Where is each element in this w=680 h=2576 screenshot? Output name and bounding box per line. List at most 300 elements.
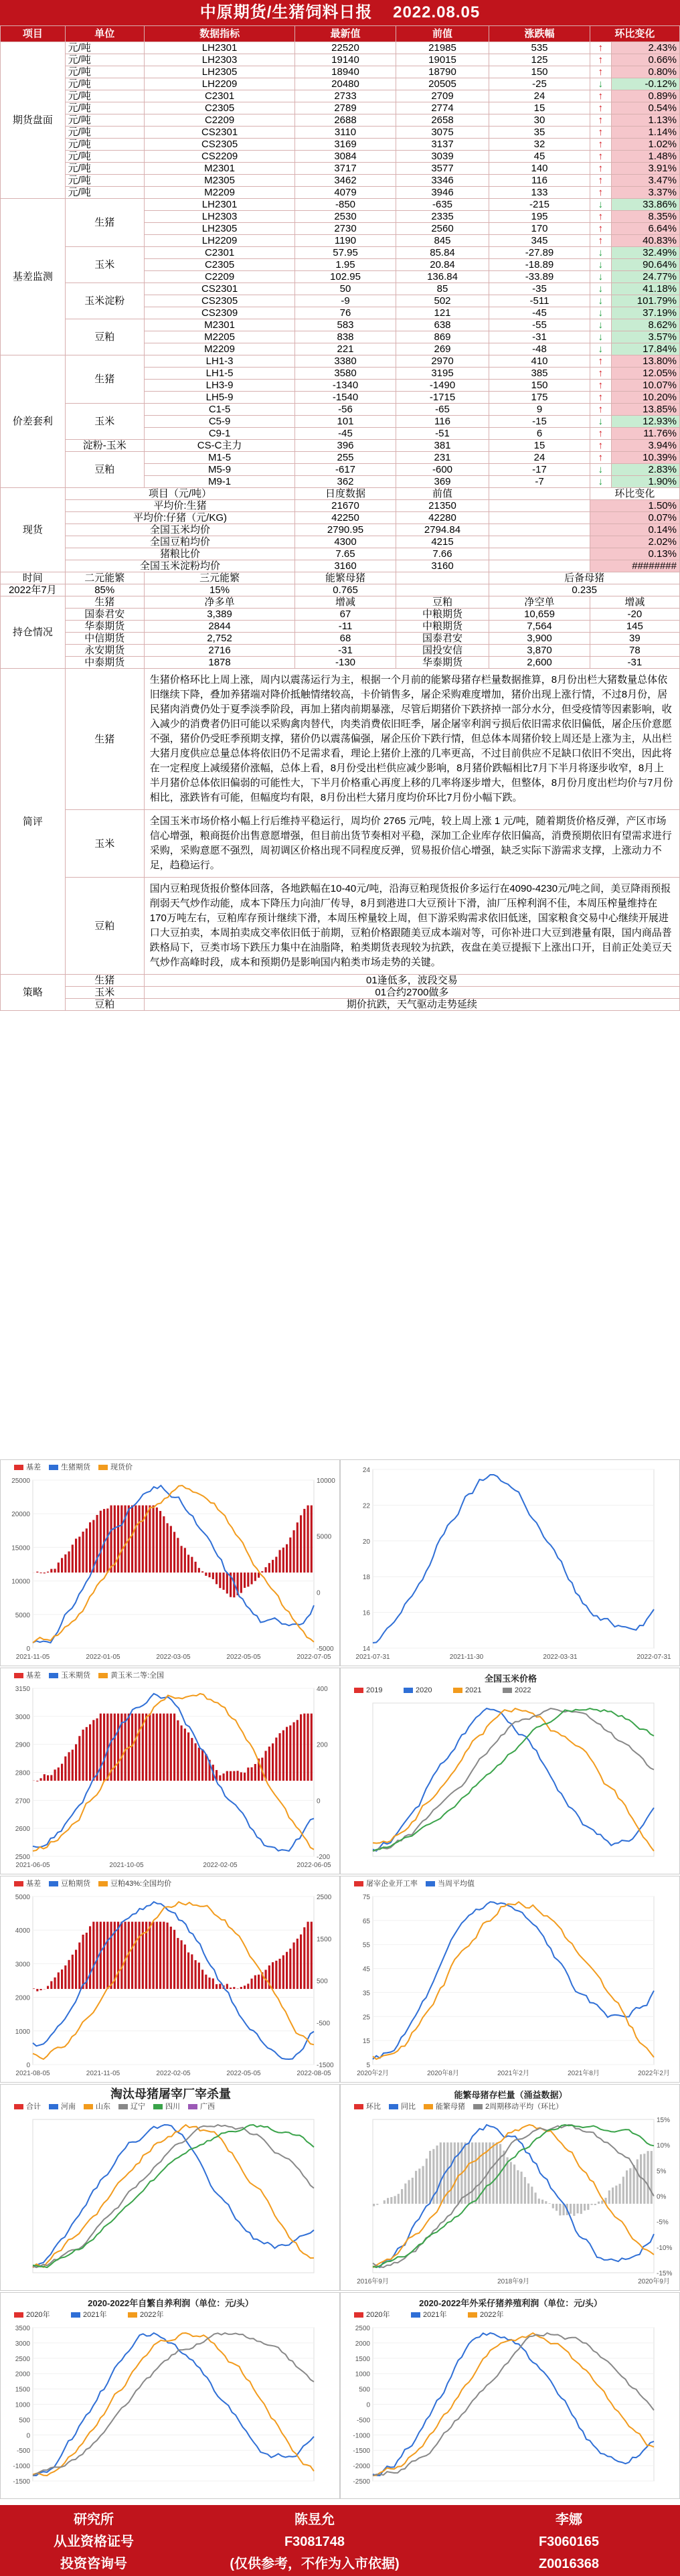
y-tick-label: -2000 [353, 2463, 370, 2471]
bar-mark [181, 1546, 183, 1573]
bar-mark [647, 2151, 649, 2204]
latest-value: 19140 [295, 54, 396, 66]
change-value: 133 [489, 187, 590, 199]
bar-mark [78, 1943, 80, 1989]
bar-mark [521, 2172, 523, 2204]
chart-svg [1, 1460, 340, 1666]
prev-value: -1715 [396, 392, 489, 404]
trend-arrow: ↓ [590, 283, 611, 295]
bar-mark [54, 1568, 56, 1573]
contract: C2209 [144, 271, 295, 283]
change-pct: 40.83% [611, 235, 679, 247]
prev-value: 85.84 [396, 247, 489, 259]
change-value: -511 [489, 295, 590, 307]
x-tick-label: 2020年8月 [427, 2070, 459, 2077]
spread-row [1, 404, 680, 416]
bar-mark [376, 2204, 378, 2205]
latest-value: 76 [295, 307, 396, 319]
latest-value: 57.95 [295, 247, 396, 259]
bar-mark [286, 1544, 288, 1573]
series-line [373, 1708, 654, 1851]
position-cell: -20 [590, 609, 679, 621]
bar-mark [201, 1571, 203, 1573]
change-pct: 24.77% [611, 271, 679, 283]
bar-mark [100, 1714, 102, 1781]
y2-tick-label: -15% [657, 2270, 673, 2277]
report-date: 2022.08.05 [393, 3, 481, 21]
trend-arrow: ↑ [590, 355, 611, 368]
latest-value: 3462 [295, 175, 396, 187]
y-tick-label: 4000 [15, 1927, 30, 1935]
bar-mark [541, 2200, 543, 2204]
strategy-row [1, 975, 680, 987]
bar-mark [608, 2190, 610, 2204]
bar-mark [237, 1771, 239, 1781]
bar-mark [58, 1767, 60, 1781]
bar-mark [159, 1714, 161, 1781]
bar-mark [601, 2200, 603, 2204]
spot-row [1, 548, 680, 560]
trend-arrow: ↓ [590, 343, 611, 355]
x-tick-label: 2022-03-05 [156, 1654, 191, 1661]
y-tick-label: 55 [362, 1941, 370, 1949]
change-pct: 1.14% [611, 127, 679, 139]
bar-mark [401, 2189, 403, 2204]
trend-arrow: ↑ [590, 139, 611, 151]
contract: C2301 [144, 90, 295, 102]
bar-mark [82, 1935, 84, 1989]
daily-value: 21670 [295, 500, 396, 512]
legend-swatch [49, 1465, 58, 1470]
y2-tick-label: 10% [657, 2142, 671, 2150]
item-name: 猪粮比价 [65, 548, 295, 560]
trend-arrow: ↓ [590, 319, 611, 331]
unit: 元/吨 [65, 163, 144, 175]
change-pct: 3.57% [611, 331, 679, 343]
bar-mark [216, 1984, 218, 1989]
daily-value: 42250 [295, 512, 396, 524]
latest-value: 2530 [295, 211, 396, 223]
legend-swatch [468, 2312, 477, 2318]
contract: M2305 [144, 175, 295, 187]
latest-value: 50 [295, 283, 396, 295]
legend-swatch [354, 1688, 363, 1693]
bar-mark [223, 1773, 225, 1781]
trend-arrow: ↓ [590, 78, 611, 90]
legend-label: 山东 [96, 2103, 110, 2111]
bar-mark [167, 1923, 169, 1989]
bar-mark [75, 1745, 77, 1781]
x-tick-label: 2022-06-05 [296, 1862, 331, 1869]
bar-mark [573, 2204, 575, 2216]
bar-mark [72, 1750, 74, 1781]
col-header: 最新值 [295, 26, 396, 42]
legend-swatch [128, 2312, 137, 2318]
change-value: -25 [489, 78, 590, 90]
change-value: -15 [489, 416, 590, 428]
y-tick-label: 15000 [11, 1544, 30, 1552]
bar-mark [184, 1728, 186, 1781]
bar-mark [275, 1738, 277, 1781]
bar-mark [187, 1554, 189, 1573]
change-value: 15 [489, 102, 590, 114]
bar-mark [404, 2184, 406, 2204]
y-tick-label: 0 [26, 2062, 30, 2069]
category-label: 策略 [1, 975, 66, 1011]
col-header: 项目（元/吨） [65, 488, 295, 500]
bar-mark [131, 1922, 133, 1989]
bar-mark [254, 1573, 256, 1581]
legend-swatch [354, 1881, 363, 1886]
change-pct: 0.89% [611, 90, 679, 102]
position-cell: 华泰期货 [65, 621, 144, 633]
position-cell: 2,752 [144, 633, 295, 645]
change-pct: 0.54% [611, 102, 679, 114]
legend-swatch [71, 2312, 80, 2318]
bar-mark [40, 1778, 42, 1781]
legend-label: 2020年 [366, 2311, 390, 2319]
x-tick-label: 2021-10-05 [109, 1862, 144, 1869]
change-pct: 90.64% [611, 259, 679, 271]
latest-value: 102.95 [295, 271, 396, 283]
prev-value: -600 [396, 464, 489, 476]
report-header [0, 0, 680, 25]
chart-svg [341, 1876, 680, 2083]
y-tick-label: 2000 [15, 2370, 30, 2379]
bar-mark [92, 1922, 94, 1989]
change-pct: 13.80% [611, 355, 679, 368]
legend-label: 豆粕43%:全国均价 [110, 1880, 172, 1888]
bar-mark [440, 2142, 442, 2204]
unit: 元/吨 [65, 78, 144, 90]
bar-mark [209, 1978, 211, 1989]
contract: M2301 [144, 319, 295, 331]
unit: 元/吨 [65, 127, 144, 139]
col-header: 环比变化 [590, 488, 679, 500]
bar-mark [289, 1538, 291, 1573]
bar-mark [36, 1989, 38, 1991]
contract: M2205 [144, 331, 295, 343]
trend-arrow: ↓ [590, 464, 611, 476]
x-tick-label: 2022-02-05 [203, 1862, 238, 1869]
bar-mark [142, 1922, 144, 1989]
change-value: 15 [489, 440, 590, 452]
change-value: 170 [489, 223, 590, 235]
trend-arrow: ↑ [590, 42, 611, 54]
change-pct: 37.19% [611, 307, 679, 319]
bar-mark [311, 1922, 313, 1989]
x-tick-label: 2021-11-30 [449, 1654, 484, 1661]
legend-label: 现货价 [110, 1463, 133, 1471]
prev-value: 85 [396, 283, 489, 295]
bar-mark [300, 1515, 302, 1573]
contract: CS2301 [144, 283, 295, 295]
prev-value: 4215 [396, 536, 489, 548]
group-label: 豆粕 [65, 999, 144, 1011]
contract: C2301 [144, 247, 295, 259]
position-cell: 7,564 [489, 621, 590, 633]
y2-tick-label: 200 [317, 1741, 328, 1749]
prev-value: 18790 [396, 66, 489, 78]
bar-mark [265, 1567, 267, 1573]
bar-mark [279, 1959, 281, 1989]
bar-mark [156, 1508, 158, 1573]
trend-arrow: ↓ [590, 416, 611, 428]
futures-row [1, 90, 680, 102]
y-tick-label: -2500 [353, 2478, 370, 2486]
futures-row [1, 163, 680, 175]
footer-license-1: F3081748 [284, 2534, 345, 2549]
bar-mark [103, 1922, 105, 1989]
bar-mark [251, 1767, 253, 1781]
contract: M2301 [144, 163, 295, 175]
spot-row [1, 536, 680, 548]
latest-value: 396 [295, 440, 396, 452]
chart-svg [1, 1668, 340, 1874]
ratio-value: 85% [65, 584, 144, 596]
legend-swatch [49, 1673, 58, 1678]
bar-mark [633, 2165, 635, 2204]
y2-tick-label: -200 [317, 1854, 331, 1861]
contract: LH5-9 [144, 392, 295, 404]
bar-mark [47, 1775, 49, 1781]
ratio-value: 0.765 [295, 584, 396, 596]
bar-mark [622, 2177, 624, 2204]
y-tick-label: 20000 [11, 1511, 30, 1519]
y-tick-label: 2600 [15, 1826, 30, 1834]
unit: 元/吨 [65, 187, 144, 199]
legend-swatch [14, 1881, 23, 1886]
bar-mark [159, 1922, 161, 1989]
x-tick-label: 2022年2月 [638, 2070, 670, 2077]
basis-row [1, 199, 680, 211]
change-value: 175 [489, 392, 590, 404]
latest-value: 3717 [295, 163, 396, 175]
trend-arrow: ↓ [590, 199, 611, 211]
bar-mark [100, 1922, 102, 1989]
contract: LH2301 [144, 42, 295, 54]
bar-mark [429, 2151, 431, 2204]
bar-mark [110, 1922, 112, 1989]
y-tick-label: 65 [362, 1917, 370, 1925]
prev-value: 3346 [396, 175, 489, 187]
legend-swatch [389, 2104, 398, 2109]
ratio-head [396, 572, 489, 584]
spot-row [1, 560, 680, 572]
spot-row [1, 512, 680, 524]
y-tick-label: 2500 [15, 2355, 30, 2363]
bar-mark [195, 1743, 197, 1781]
bar-mark [598, 2202, 600, 2204]
change-pct: 11.76% [611, 428, 679, 440]
header-row [1, 26, 680, 42]
y2-tick-label: 2500 [317, 1894, 332, 1901]
contract: LH1-5 [144, 368, 295, 380]
trend-arrow: ↑ [590, 452, 611, 464]
unit: 元/吨 [65, 151, 144, 163]
trend-arrow: ↓ [590, 295, 611, 307]
group-label: 玉米 [65, 987, 144, 999]
bar-mark [72, 1955, 74, 1989]
latest-value: 583 [295, 319, 396, 331]
position-cell: 国泰君安 [396, 633, 489, 645]
y-tick-label: 1500 [15, 2386, 30, 2394]
x-tick-label: 2021-07-31 [355, 1654, 390, 1661]
strategy-text: 01逢低多，波段交易 [144, 975, 679, 987]
bar-mark [289, 1725, 291, 1781]
bar-mark [173, 1532, 175, 1573]
change-pct: 10.07% [611, 380, 679, 392]
bar-mark [615, 2186, 617, 2204]
bar-mark [68, 1551, 70, 1573]
bar-mark [251, 1979, 253, 1989]
x-tick-label: 2016年9月 [357, 2278, 389, 2285]
bar-mark [40, 1989, 42, 1990]
bar-mark [275, 1556, 277, 1573]
category-label: 简评 [1, 669, 66, 975]
bar-mark [177, 1938, 179, 1989]
ratio-value-row [1, 584, 680, 596]
bar-mark [524, 2177, 526, 2204]
y2-tick-label: 500 [317, 1978, 328, 1986]
bar-mark [139, 1506, 141, 1573]
item-name: 平均价:仔猪（元/KG) [65, 512, 295, 524]
bar-mark [163, 1922, 165, 1989]
chart-hog-basis [0, 1459, 340, 1666]
legend-label: 基差 [26, 1463, 41, 1471]
bar-mark [131, 1506, 133, 1573]
group-label: 生猪 [65, 355, 144, 404]
contract: LH2305 [144, 66, 295, 78]
latest-value: 101 [295, 416, 396, 428]
category-label: 基差监测 [1, 199, 66, 355]
position-cell: -130 [295, 657, 396, 669]
bar-mark [531, 2186, 533, 2204]
futures-row [1, 78, 680, 90]
chart-title: 2020-2022年自繁自养利润（单位：元/头） [88, 2298, 254, 2308]
y-tick-label: 22 [362, 1502, 370, 1510]
trend-arrow: ↓ [590, 259, 611, 271]
chart-svg [1, 2293, 340, 2499]
series-line [373, 1902, 654, 2059]
bar-mark [198, 1568, 200, 1573]
change-value: -55 [489, 319, 590, 331]
bar-mark [275, 1961, 277, 1989]
position-cell: 中粮期货 [396, 609, 489, 621]
change-value: -48 [489, 343, 590, 355]
bar-mark [426, 2158, 428, 2203]
prev-value: 2774 [396, 102, 489, 114]
bar-mark [124, 1714, 126, 1781]
prev-value: 21350 [396, 500, 489, 512]
latest-value: -1540 [295, 392, 396, 404]
legend-swatch [98, 1465, 108, 1470]
legend-swatch [14, 1673, 23, 1678]
position-row [1, 657, 680, 669]
legend-label: 2周期移动平均（环比） [485, 2103, 564, 2111]
bar-mark [247, 1573, 249, 1587]
legend-swatch [153, 2104, 163, 2109]
spot-row [1, 500, 680, 512]
bar-mark [106, 1508, 108, 1573]
footer-col-2 [187, 2509, 442, 2575]
bar-mark [173, 1930, 175, 1989]
legend-label: 2022年 [480, 2311, 504, 2319]
item-name: 全国玉米均价 [65, 524, 295, 536]
bar-mark [559, 2204, 561, 2216]
latest-value: 1190 [295, 235, 396, 247]
position-head-row [1, 596, 680, 609]
trend-arrow: ↑ [590, 175, 611, 187]
spread-row [1, 452, 680, 464]
bar-mark [89, 1522, 91, 1573]
bar-mark [240, 1772, 242, 1781]
contract: C2209 [144, 114, 295, 127]
bar-mark [307, 1922, 309, 1989]
legend-label: 当周平均值 [438, 1880, 475, 1888]
contract: LH2301 [144, 199, 295, 211]
footer-label-2: 从业资格证号 [54, 2534, 134, 2549]
trend-arrow: ↑ [590, 114, 611, 127]
change-pct: 41.18% [611, 283, 679, 295]
y-tick-label: -1500 [353, 2447, 370, 2456]
prev-value: 3160 [396, 560, 489, 572]
y-tick-label: 3500 [15, 2325, 30, 2332]
legend-label: 2021 [465, 1686, 482, 1694]
bar-mark [580, 2204, 582, 2214]
position-cell: 1878 [144, 657, 295, 669]
col-header: 环比变化 [590, 26, 679, 42]
trend-arrow: ↑ [590, 187, 611, 199]
change-value: -215 [489, 199, 590, 211]
contract: CS2305 [144, 139, 295, 151]
chart-outsourced-profit [340, 2292, 680, 2499]
basis-row [1, 247, 680, 259]
y-tick-label: 5000 [15, 1611, 30, 1619]
legend-swatch [98, 1881, 108, 1886]
latest-value: 18940 [295, 66, 396, 78]
x-tick-label: 2020年2月 [357, 2070, 389, 2077]
position-cell: 3,389 [144, 609, 295, 621]
bar-mark [293, 1530, 295, 1573]
contract: CS2301 [144, 127, 295, 139]
unit: 元/吨 [65, 139, 144, 151]
chart-title: 2020-2022年外采仔猪养殖利润（单位：元/头） [419, 2298, 602, 2308]
latest-value: -9 [295, 295, 396, 307]
chart-corn-basis [0, 1668, 340, 1874]
contract: CS2209 [144, 151, 295, 163]
prev-value: 269 [396, 343, 489, 355]
ratio-head: 二元能繁 [65, 572, 144, 584]
legend-label: 河南 [61, 2103, 76, 2111]
y-tick-label: 0 [26, 1645, 30, 1653]
bar-mark [153, 1714, 155, 1781]
bar-mark [64, 1757, 66, 1781]
daily-value: 3160 [295, 560, 396, 572]
trend-arrow: ↓ [590, 331, 611, 343]
bar-mark [300, 1714, 302, 1781]
bar-mark [82, 1730, 84, 1781]
change-value: 125 [489, 54, 590, 66]
bar-mark [651, 2151, 653, 2204]
bar-mark [181, 1940, 183, 1989]
change-pct: 2.02% [590, 536, 679, 548]
contract: LH1-3 [144, 355, 295, 368]
change-pct: 3.47% [611, 175, 679, 187]
series-line [373, 1475, 654, 1643]
x-tick-label: 2021年8月 [568, 2070, 600, 2077]
prev-value: 20505 [396, 78, 489, 90]
